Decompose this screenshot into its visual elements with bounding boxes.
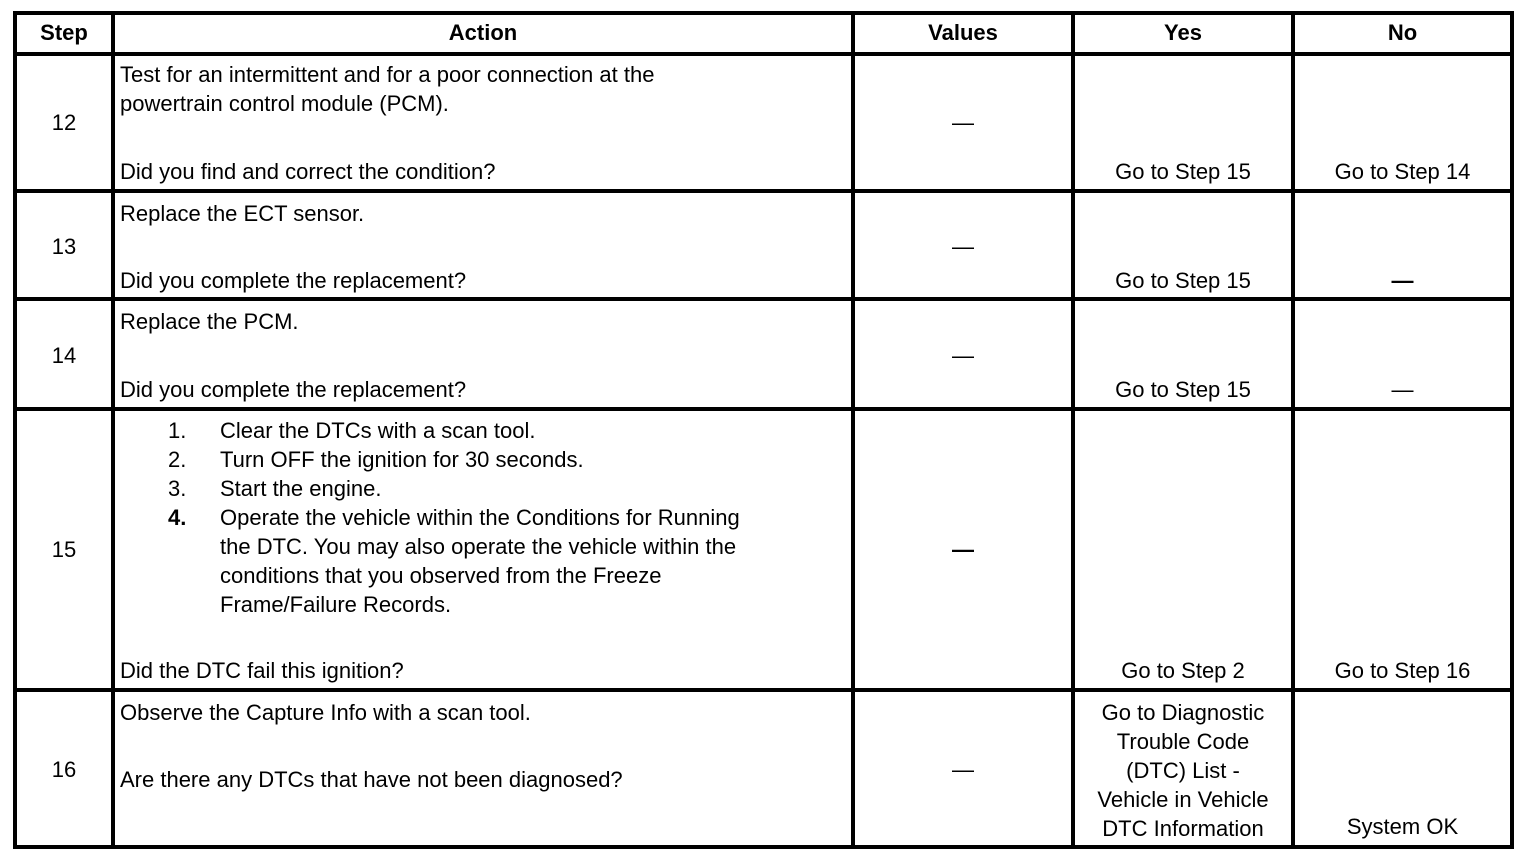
header-action: Action (448, 20, 518, 45)
yes-link[interactable]: Go to Step 15 (1115, 377, 1251, 402)
no-text: System OK (1346, 814, 1459, 839)
list-item-text: Frame/Failure Records. (220, 592, 452, 617)
no-text: — (1391, 377, 1414, 402)
step-number: 14 (51, 343, 77, 368)
action-text: Replace the PCM. (120, 309, 299, 334)
yes-link[interactable]: Go to Step 15 (1115, 159, 1251, 184)
action-question: Did you complete the replacement? (120, 377, 467, 402)
list-item-number: 4. (168, 505, 187, 530)
list-item-text: conditions that you observed from the Freeze (220, 563, 662, 588)
action-text: powertrain control module (PCM). (120, 91, 449, 116)
list-item (120, 474, 740, 503)
list-item-number: 1. (168, 418, 187, 443)
header-step: Step (40, 20, 88, 45)
yes-link[interactable]: Go to Step 15 (1115, 268, 1251, 293)
header-no: No (1387, 20, 1418, 45)
list-item-text: Turn OFF the ignition for 30 seconds. (220, 447, 584, 472)
header-yes: Yes (1164, 20, 1202, 45)
list-item-text: Clear the DTCs with a scan tool. (220, 418, 536, 443)
yes-link-line: Trouble Code (1116, 729, 1250, 754)
values-text: — (952, 110, 974, 135)
no-text: — (1391, 268, 1414, 293)
action-question: Did the DTC fail this ignition? (120, 658, 404, 683)
list-item-text: Operate the vehicle within the Conditions for Running (220, 505, 740, 530)
procedure-list (120, 416, 740, 619)
yes-link-line: Go to Diagnostic (1101, 700, 1265, 725)
action-question: Did you find and correct the condition? (120, 159, 496, 184)
values-text: — (952, 234, 974, 259)
yes-link[interactable] (1073, 698, 1293, 843)
yes-link-line: Vehicle in Vehicle (1097, 787, 1269, 812)
action-text: Test for an intermittent and for a poor connection at the (120, 62, 655, 87)
list-item-text: Start the engine. (220, 476, 382, 501)
list-item (120, 416, 740, 445)
step-number: 12 (51, 110, 77, 135)
list-item-number: 3. (168, 476, 187, 501)
list-item (120, 503, 740, 619)
no-link[interactable]: Go to Step 16 (1334, 658, 1471, 683)
list-item-number: 2. (168, 447, 187, 472)
step-number: 15 (51, 537, 77, 562)
action-question: Did you complete the replacement? (120, 268, 467, 293)
header-values: Values (928, 20, 998, 45)
action-text: Observe the Capture Info with a scan tool. (120, 700, 531, 725)
yes-link-line: (DTC) List - (1126, 758, 1240, 783)
values-text: — (952, 537, 974, 562)
yes-link[interactable]: Go to Step 2 (1121, 658, 1245, 683)
step-number: 16 (51, 757, 77, 782)
no-link[interactable]: Go to Step 14 (1334, 159, 1471, 184)
list-item (120, 445, 740, 474)
list-item-text: the DTC. You may also operate the vehicle within the (220, 534, 737, 559)
yes-link-line: DTC Information (1102, 816, 1264, 841)
action-text: Replace the ECT sensor. (120, 201, 365, 226)
values-text: — (952, 757, 974, 782)
step-number: 13 (51, 234, 77, 259)
action-question: Are there any DTCs that have not been diagnosed? (120, 767, 623, 792)
values-text: — (952, 343, 974, 368)
